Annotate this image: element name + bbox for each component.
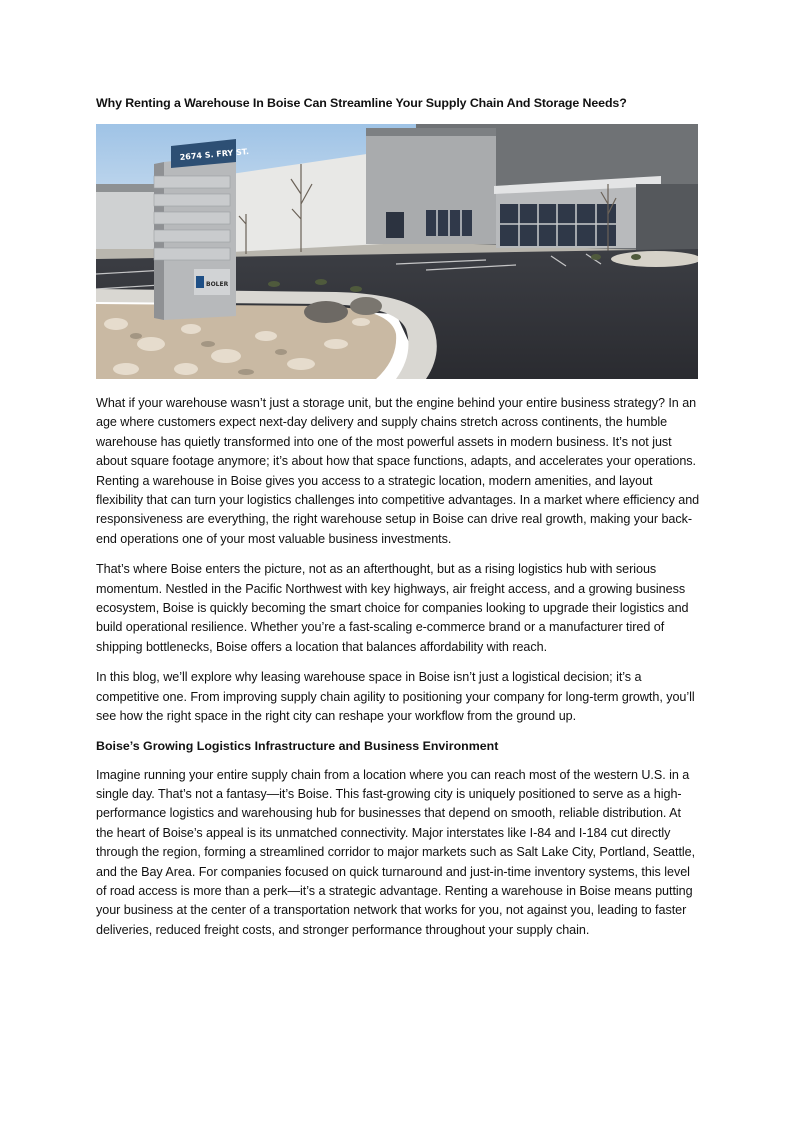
paragraph-intro: What if your warehouse wasn’t just a storage unit, but the engine behind your entire business strategy? In an age where customers expect next-day delivery and supply chains stretch across continents, the humble warehouse has quietly transformed into one of the most powerful assets in modern business. It’s not just about square footage anymore; it’s about how that space functions, adapts, and accelerates your operations. Renting a warehouse in Boise gives you access to a strategic location, modern amenities, and layout flexibility that can turn your logistics challenges into competitive advantages. In a market where efficiency and responsiveness are everything, the right warehouse setup in Boise can drive real growth, making your back-end operations one of your most valuable business investments. [96, 396, 700, 546]
paragraph-infrastructure: Imagine running your entire supply chain from a location where you can reach most of the western U.S. in a single day. That’s not a fantasy—it’s Boise. This fast-growing city is uniquely positioned to serve as a high-performance logistics and warehousing hub for businesses that depend on smooth, reliable distribution. At the heart of Boise’s appeal is its unmatched connectivity. Major interstates like I-84 and I-184 cut directly through the region, forming a streamlined corridor to major markets such as Salt Lake City, Portland, Seattle, and the Bay Area. For companies focused on quick turnaround and just-in-time inventory systems, this level of road access is more than a perk—it’s a strategic advantage. Renting a warehouse in Boise means putting your business at the center of a transportation network that works for you, not against you, leading to faster deliveries, reduced freight costs, and stronger performance throughout your supply chain. [96, 767, 696, 937]
article-title: Why Renting a Warehouse In Boise Can Streamline Your Supply Chain And Storage Needs? [96, 96, 627, 110]
warehouse-photo [96, 124, 698, 379]
paragraph-boise: That’s where Boise enters the picture, not as an afterthought, but as a rising logistics hub with serious momentum. Nestled in the Pacific Northwest with key highways, air freight access, and a growing business ecosystem, Boise is quickly becoming the smart choice for companies looking to upgrade their logistics and build operational resilience. Whether you’re a fast-scaling e-commerce brand or a manufacturer tired of shipping bottlenecks, Boise offers a location that balances affordability with reach. [96, 562, 689, 654]
paragraph-blog: In this blog, we’ll explore why leasing warehouse space in Boise isn’t just a logistical decision; it’s a competitive one. From improving supply chain agility to positioning your company for long-term growth, you’ll see how the right space in the right city can reshape your workflow from the ground up. [96, 670, 695, 724]
sign-address-text: 2674 S. FRY ST. [179, 146, 250, 162]
sign-logo-text: BOLER [206, 281, 229, 288]
section-heading: Boise’s Growing Logistics Infrastructure and Business Environment [96, 738, 499, 753]
document-page [96, 95, 700, 951]
